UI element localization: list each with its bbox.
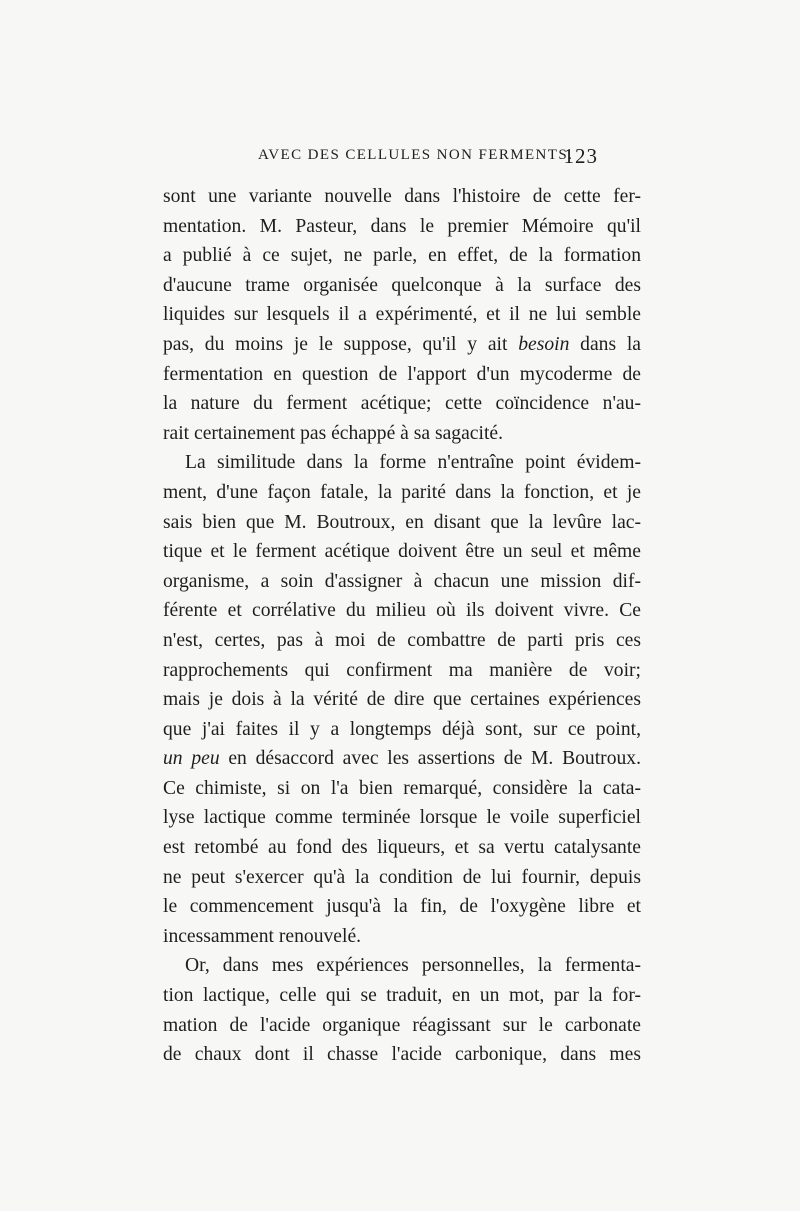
- text-line: incessamment renouvelé.: [163, 925, 362, 947]
- text-line: que j'ai faites il y a longtemps déjà sont, sur ce point,: [163, 718, 641, 740]
- text-segment: pas, du moins je le suppose, qu'il y ait: [163, 333, 519, 355]
- text-line: mais je dois à la vérité de dire que certaines expériences: [163, 689, 641, 711]
- text-line: rait certainement pas échappé à sa sagacité.: [163, 422, 503, 444]
- body-text: [163, 182, 641, 1070]
- text-line: fermentation en question de l'apport d'un mycoderme de: [163, 363, 641, 385]
- text-line: sais bien que M. Boutroux, en disant que la levûre lac-: [163, 511, 641, 533]
- text-line: sont une variante nouvelle dans l'histoire de cette fer-: [163, 186, 641, 207]
- text-line: Ce chimiste, si on l'a bien remarqué, considère la cata-: [163, 777, 641, 799]
- text-line: tion lactique, celle qui se traduit, en un mot, par la for-: [163, 985, 641, 1007]
- text-line: d'aucune trame organisée quelconque à la surface des: [163, 274, 641, 296]
- page-number: 123: [563, 144, 598, 168]
- text-line: la nature du ferment acétique; cette coïncidence n'au-: [163, 393, 641, 415]
- text-line: est retombé au fond des liqueurs, et sa vertu catalysante: [163, 837, 641, 859]
- italic-phrase: un peu: [163, 748, 220, 770]
- running-head: [258, 144, 598, 173]
- text-line: mation de l'acide organique réagissant sur le carbonate: [163, 1014, 641, 1036]
- running-title: AVEC DES CELLULES NON FERMENTS.: [258, 147, 574, 163]
- italic-word: besoin: [518, 333, 570, 355]
- text-line: La similitude dans la forme n'entraîne point évidem-: [185, 452, 641, 474]
- text-line: liquides sur lesquels il a expérimenté, et il ne lui semble: [163, 304, 641, 326]
- text-segment: en désaccord avec les assertions de M. Boutroux.: [219, 748, 641, 770]
- text-line: organisme, a soin d'assigner à chacun une mission dif-: [163, 570, 641, 592]
- text-line: [163, 330, 641, 360]
- text-line: tique et le ferment acétique doivent être un seul et même: [163, 541, 641, 563]
- text-line: mentation. M. Pasteur, dans le premier Mémoire qu'il: [163, 215, 641, 237]
- text-line: férente et corrélative du milieu où ils doivent vivre. Ce: [163, 600, 641, 622]
- text-line: Or, dans mes expériences personnelles, la fermenta-: [185, 955, 641, 977]
- text-line: de chaux dont il chasse l'acide carbonique, dans mes: [163, 1044, 641, 1066]
- text-line: le commencement jusqu'à la fin, de l'oxygène libre et: [163, 896, 641, 918]
- text-segment: dans la: [569, 333, 642, 355]
- text-line: ment, d'une façon fatale, la parité dans la fonction, et je: [163, 481, 641, 503]
- text-line: n'est, certes, pas à moi de combattre de parti pris ces: [163, 629, 641, 651]
- text-line: rapprochements qui confirment ma manière de voir;: [163, 659, 641, 681]
- text-line: a publié à ce sujet, ne parle, en effet, de la formation: [163, 245, 641, 267]
- text-line: [163, 744, 641, 774]
- text-line: lyse lactique comme terminée lorsque le voile superficiel: [163, 807, 641, 829]
- text-line: ne peut s'exercer qu'à la condition de lui fournir, depuis: [163, 866, 641, 888]
